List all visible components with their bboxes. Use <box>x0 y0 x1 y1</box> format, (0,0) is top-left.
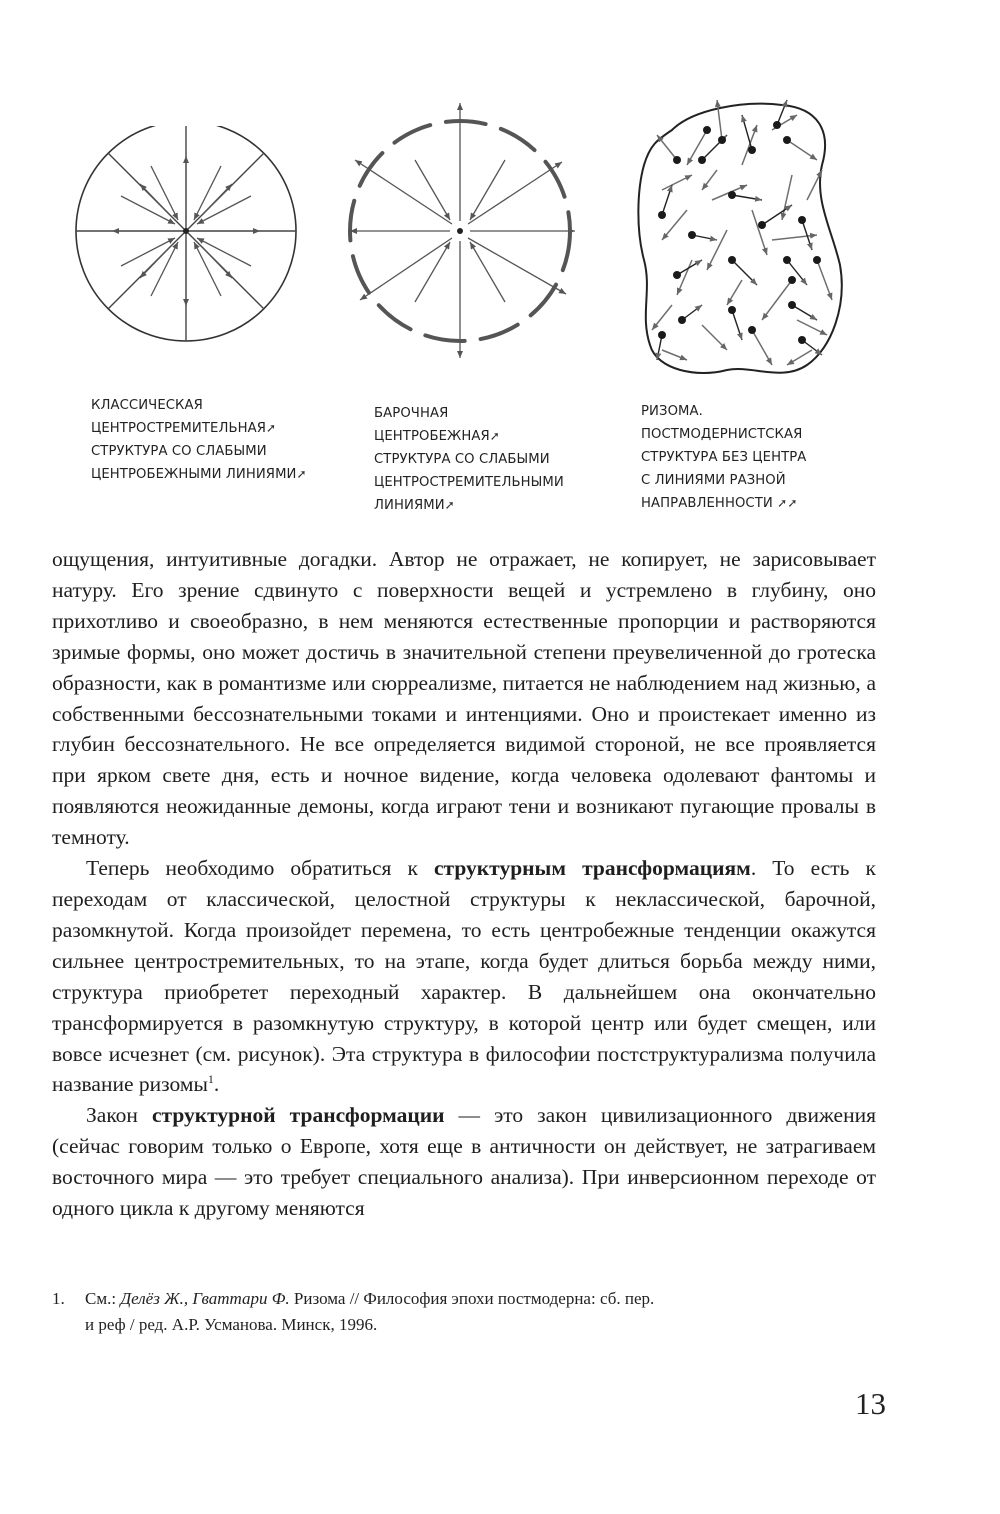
body-text <box>52 544 876 1224</box>
caption-classic: КЛАССИЧЕСКАЯ ЦЕНТРОСТРЕМИТЕЛЬНАЯ➚ СТРУКТУРА СО СЛАБЫМИ ЦЕНТРОБЕЖНЫМИ ЛИНИЯМИ➚ <box>91 398 307 482</box>
arrow-icon: ➚ <box>266 421 277 435</box>
footnote-authors: Делёз Ж., Гваттари Ф. <box>120 1289 290 1308</box>
radial-centripetal-diagram <box>72 126 304 348</box>
paragraph-2: Теперь необходимо обратиться к структурным трансформациям. То есть к переходам от классической, целостной структуры к неклассической, барочной, разомкнутой. Когда произойдет перемена, то есть центробежные тенденции окажутся сильнее центростремительных, то на этапе, когда будет длиться борьба между ними, структура приобретет переходный характер. В дальнейшем она окончательно трансформируется в разомкнутую структуру, в которой центр или будет смещен, или вовсе исчезнет (см. рисунок). Эта структура в философии постструктурализма получила название ризомы$^1$. <box>52 856 876 1097</box>
term-structural-transformations: структурным трансформациям <box>434 856 751 881</box>
radial-centrifugal-diagram <box>340 100 580 362</box>
paragraph-1: ощущения, интуитивные догадки. Автор не отражает, не копирует, не зарисовывает натуру. Его зрение сдвинуто с поверхности вещей и устремлено в глубину, оно прихотливо и своеобразно, в нем меняются естественные пропорции и растворяются зримые формы, оно может достичь в значительной степени преувеличенной до гротеска образности, как в романтизме или сюрреализме, питается не наблюдением над жизнью, а собственными бессознательными токами и интенциями. Оно и проистекает именно из глубин бессознательного. Не все определяется видимой стороной, не все проявляется при ярком свете дня, есть и ночное видение, когда человека одолевают фантомы и появляются неожиданные демоны, когда играют тени и возникают пугающие провалы в темноту. <box>52 547 876 850</box>
figures-row <box>0 0 1000 540</box>
footnote-ref[interactable]: 1 <box>207 1072 214 1087</box>
arrow-icon: ➚ <box>296 467 307 481</box>
footnote-number: 1. <box>52 1289 65 1308</box>
footnote: 1. См.: Делёз Ж., Гваттари Ф. Ризома // Философия эпохи постмодерна: сб. пер. и реф / ред. А.Р. Усманова. Минск, 1996. <box>52 1286 878 1338</box>
arrow-icon: ➚ <box>444 498 455 512</box>
paragraph-3: Закон структурной трансформации — это закон цивилизационного движения (сейчас говорим только о Европе, хотя еще в античности он действует, не затрагиваем восточного мира — это требует специального анализа). При инверсионном переходе от одного цикла к другому меняются <box>52 1103 876 1221</box>
arrow-icon: ➚ <box>489 429 500 443</box>
caption-baroque: БАРОЧНАЯ ЦЕНТРОБЕЖНАЯ➚ СТРУКТУРА СО СЛАБЫМИ ЦЕНТРОСТРЕМИТЕЛЬНЫМИ ЛИНИЯМИ➚ <box>374 406 564 513</box>
caption-rhizome: РИЗОМА. ПОСТМОДЕРНИСТСКАЯ СТРУКТУРА БЕЗ ЦЕНТРА С ЛИНИЯМИ РАЗНОЙ НАПРАВЛЕННОСТИ ➚➚ <box>641 404 807 511</box>
rhizome-diagram <box>632 90 864 390</box>
page-number: 13 <box>855 1386 886 1421</box>
term-structural-transformation: структурной трансформации <box>151 1103 445 1128</box>
arrows-icon: ➚➚ <box>777 496 798 510</box>
